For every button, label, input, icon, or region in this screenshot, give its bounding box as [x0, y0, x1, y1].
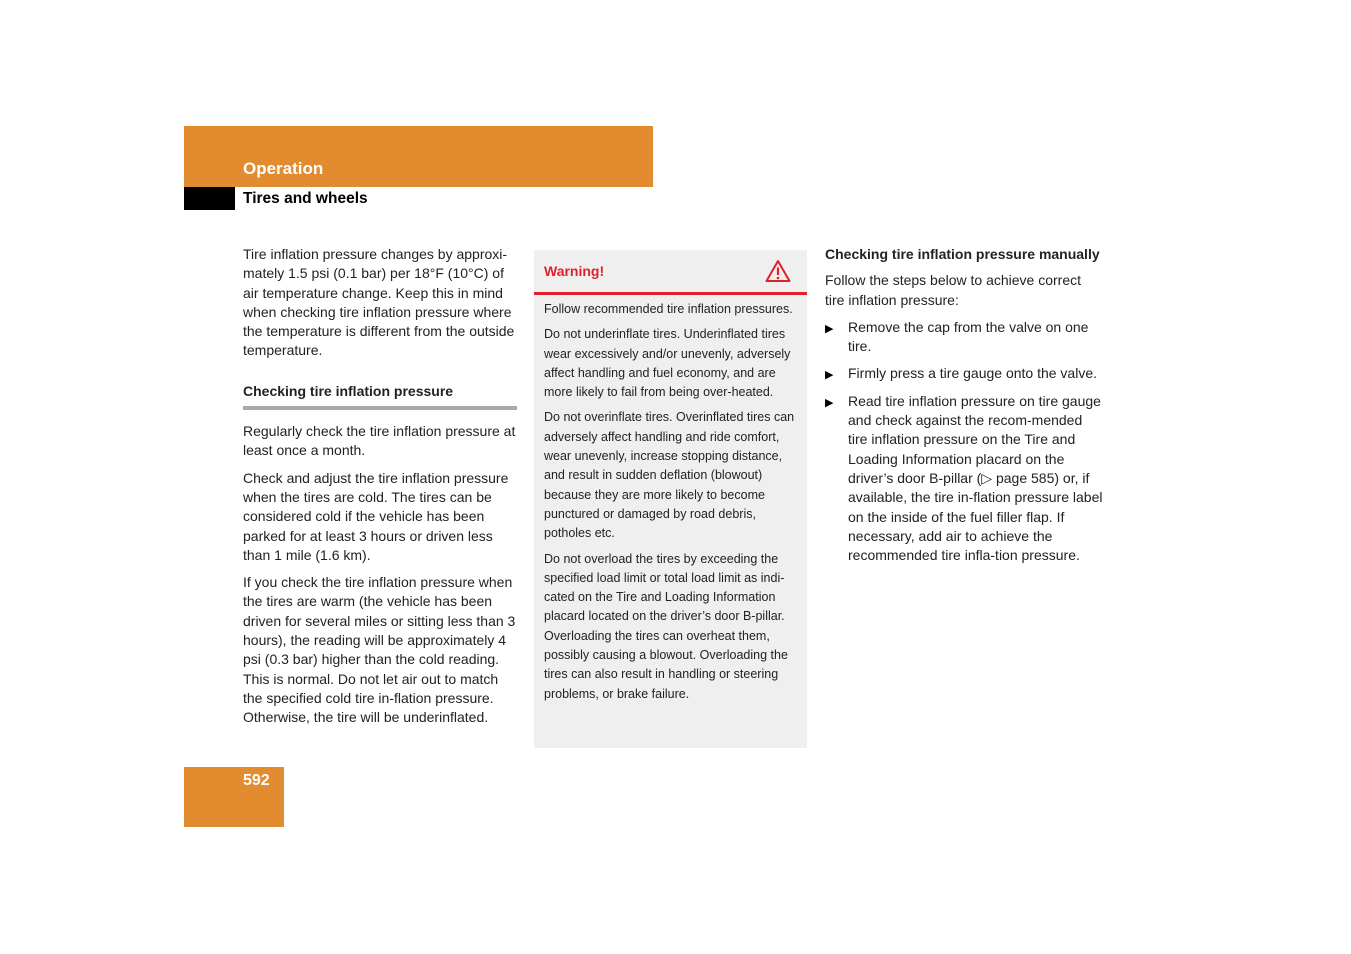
list-item — [825, 392, 1103, 566]
warning-paragraph: Follow recommended tire inflation pressures. — [544, 302, 793, 316]
manual-check-heading: Checking tire inflation pressure manually — [825, 246, 1100, 262]
steps-list — [825, 318, 1103, 566]
section-title: Operation — [243, 159, 324, 178]
paragraph: Regularly check the tire inflation pressure at least once a month. — [243, 423, 516, 459]
bullet-arrow-icon: ▶ — [825, 369, 834, 382]
steps-intro: Follow the steps below to achieve correct tire inflation pressure: — [825, 272, 1082, 308]
intro-paragraph: Tire inflation pressure changes by approxi-mately 1.5 psi (0.1 bar) per 18°F (10°C) of air temperature change. Keep this in mind when checking tire inflation pressure where the temperature is different from the outside temperature. — [243, 246, 515, 359]
warning-triangle-icon — [765, 259, 791, 283]
bullet-arrow-icon: ▶ — [825, 322, 834, 335]
checking-heading: Checking tire inflation pressure — [243, 382, 517, 410]
right-column — [825, 245, 1103, 573]
step-text: Read tire inflation pressure on tire gauge and check against the recom-mended tire inflation pressure on the Tire and Loading Information placard on the driver’s door B-pillar (▷ page 585) or, if available, the tire in-flation pressure label on the inside of the fuel filler flap. If necessary, add air to achieve the recommended tire infla-tion pressure. — [848, 392, 1103, 564]
step-text: Remove the cap from the valve on one tire. — [848, 318, 1089, 355]
subsection-title: Tires and wheels — [243, 190, 368, 207]
paragraph: If you check the tire inflation pressure when the tires are warm (the vehicle has been driven for several miles or sitting less than 3 hours), the reading will be approximately 4 psi (0.3 bar) higher than the cold reading. This is normal. Do not let air out to match the specified cold tire in-flation pressure. Otherwise, the tire will be underinflated. — [243, 574, 516, 726]
step-text: Firmly press a tire gauge onto the valve. — [848, 365, 1098, 382]
warning-paragraph: Do not underinflate tires. Underinflated tires wear excessively and/or unevenly, adversely affect handling and fuel economy, and are more likely to fail from being over-heated. — [544, 327, 791, 400]
warning-title: Warning! — [544, 263, 605, 279]
warning-body — [534, 295, 807, 704]
warning-header — [534, 250, 807, 295]
bullet-arrow-icon: ▶ — [825, 396, 834, 409]
page-number: 592 — [243, 772, 270, 789]
paragraph: Check and adjust the tire inflation pressure when the tires are cold. The tires can be considered cold if the vehicle has been parked for at least 3 hours or driven less than 1 mile (1.6 km). — [243, 469, 509, 563]
list-item — [825, 318, 1103, 357]
left-column — [243, 245, 517, 736]
warning-paragraph: Do not overload the tires by exceeding the specified load limit or total load limit as indi-cated on the Tire and Loading Information placard located on the driver’s door B-pillar. Overloading the tires can overheat them, possibly causing a blowout. Overloading the tires can also result in handling or steering problems, or brake failure. — [544, 551, 788, 701]
warning-box — [534, 250, 807, 748]
section-marker — [184, 187, 235, 210]
warning-paragraph: Do not overinflate tires. Overinflated tires can adversely affect handling and ride comfort, wear unevenly, increase stopping distance, and result in sudden deflation (blowout) because they are more likely to become punctured or damaged by road debris, potholes etc. — [544, 410, 795, 541]
list-item — [825, 364, 1103, 383]
